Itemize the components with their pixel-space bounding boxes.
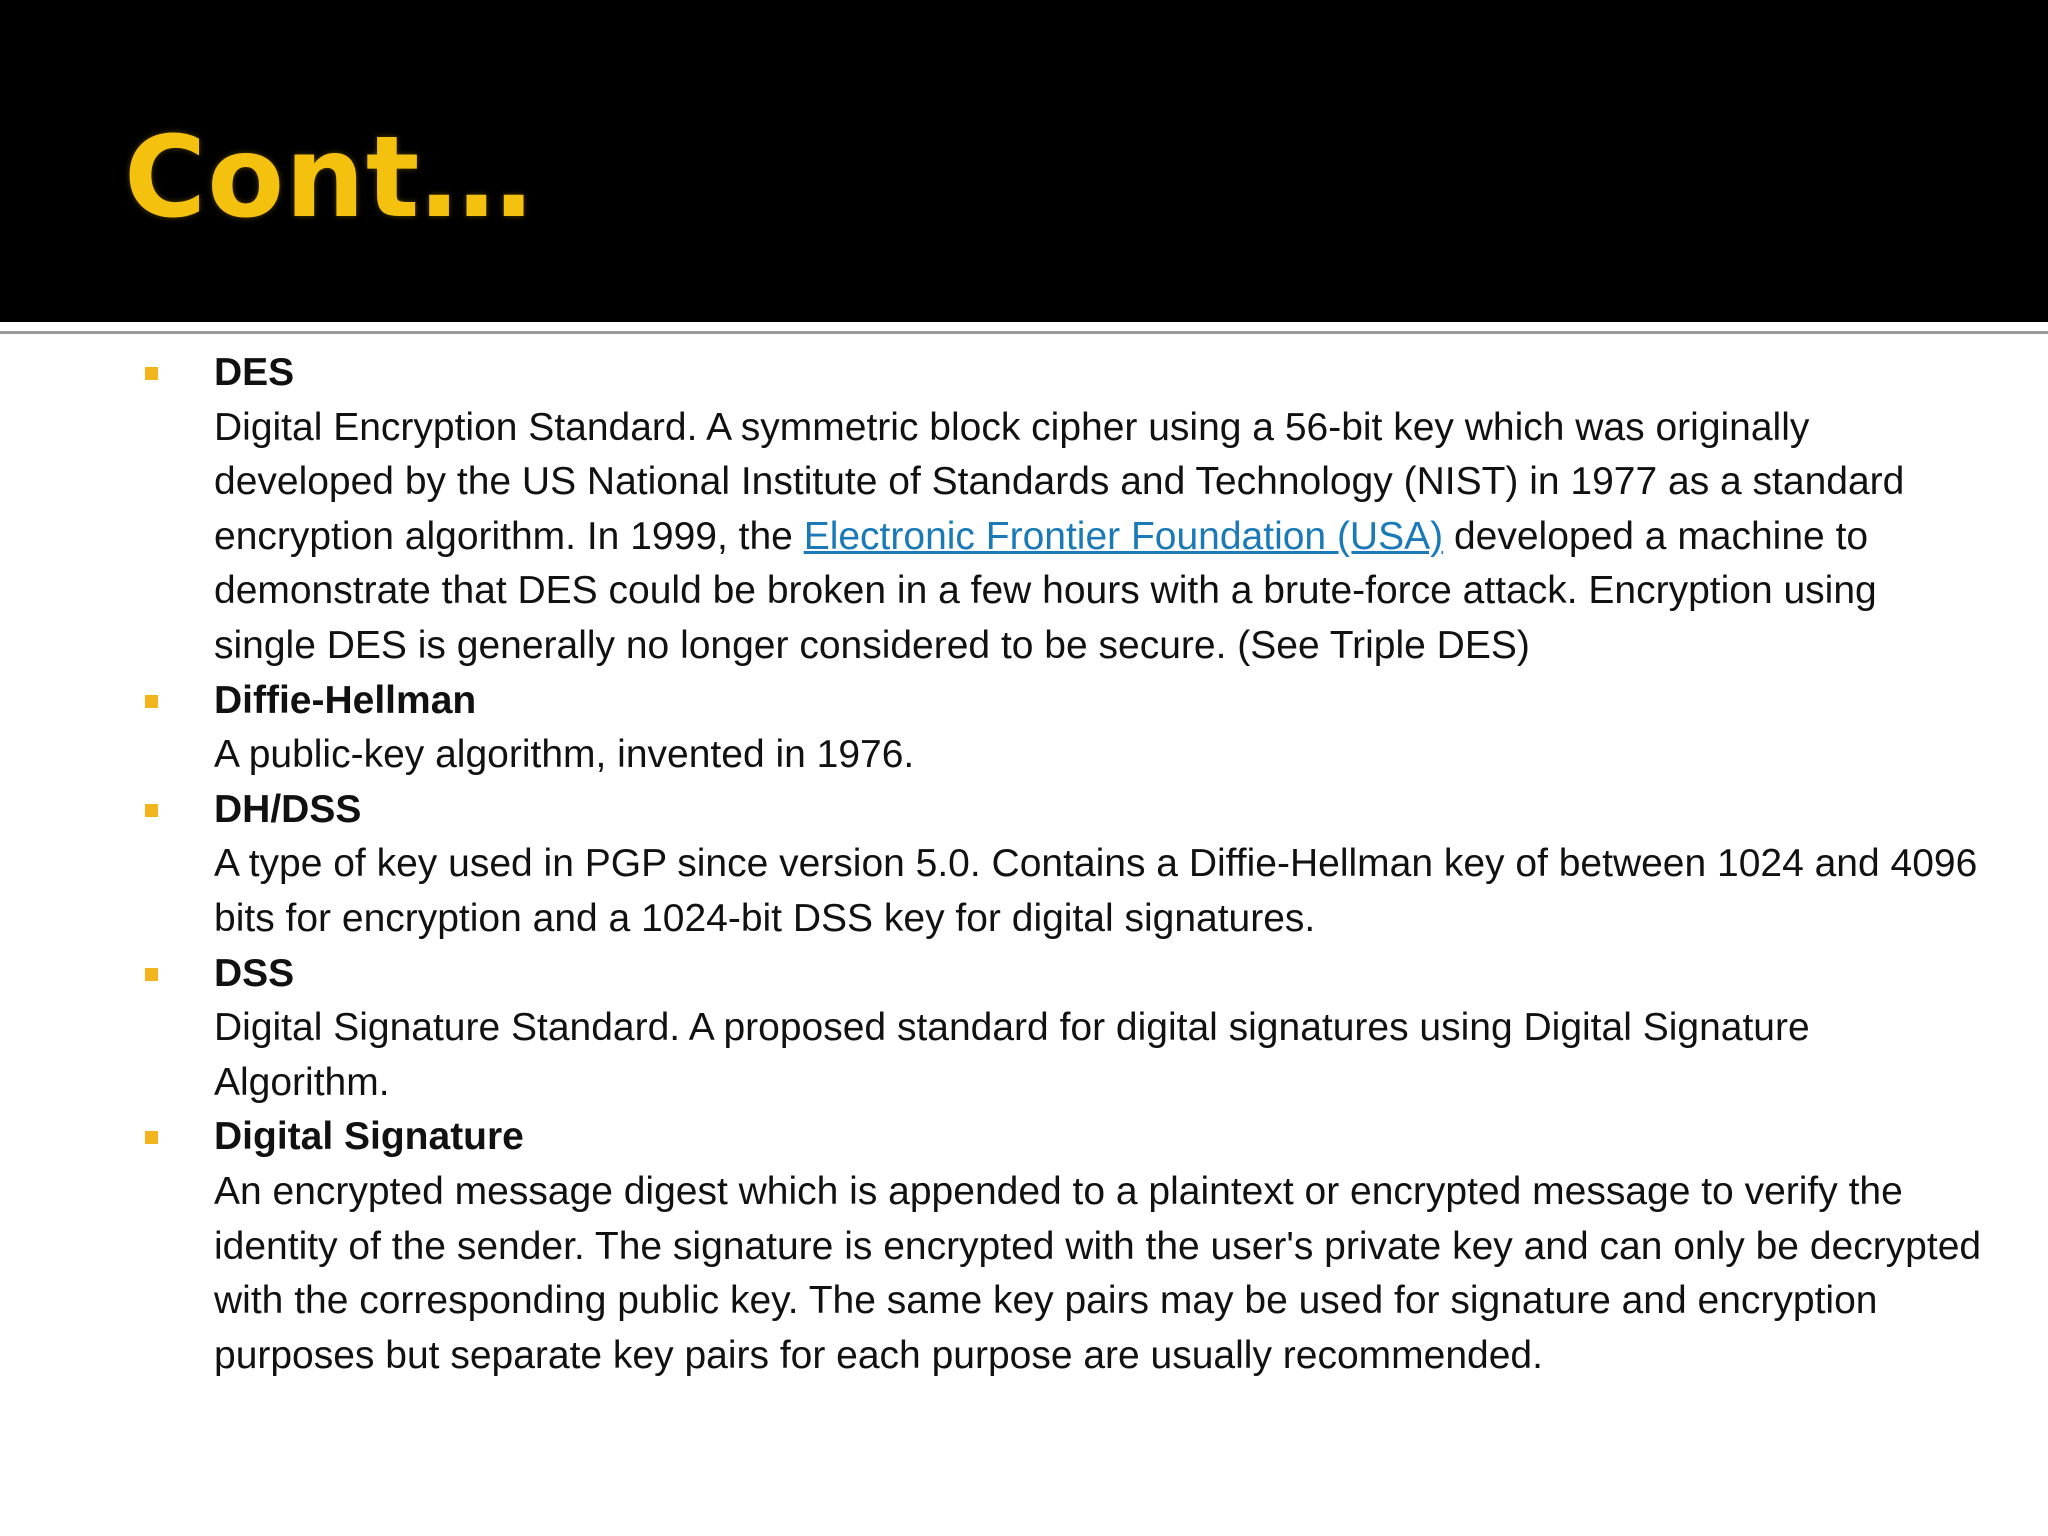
eff-link[interactable]: Electronic Frontier Foundation (USA) [803, 514, 1444, 558]
square-bullet-icon [145, 804, 158, 817]
definition-text: developed a machine to demonstrate that DES could be broken in a few hours with a brute-force attack. Encryption using single DES is generally no longer considered to be secure. (See Triple DES) [214, 514, 1877, 667]
square-bullet-icon [145, 695, 158, 708]
term-definition: An encrypted message digest which is appended to a plaintext or encrypted message to verify the identity of the sender. The signature is encrypted with the user's private key and can only be decrypted with the corresponding public key. The same key pairs may be used for signature and encryption purposes but separate key pairs for each purpose are usually recommended. [214, 1169, 1982, 1377]
term-definition: A public-key algorithm, invented in 1976. [214, 733, 915, 777]
title-divider-white [0, 322, 2048, 328]
term-heading: DH/DSS [214, 787, 362, 831]
term-heading: DSS [214, 951, 295, 995]
term-definition [214, 401, 1988, 674]
list-item-des [0, 346, 2048, 674]
term-definition: A type of key used in PGP since version 5.0. Contains a Diffie-Hellman key of between 1024 and 4096 bits for encryption and a 1024-bit DSS key for digital signatures. [214, 842, 1978, 940]
slide-title: Cont… [124, 113, 534, 243]
term-definition: Digital Signature Standard. A proposed standard for digital signatures using Digital Signature Algorithm. [214, 1006, 1810, 1104]
square-bullet-icon [145, 367, 158, 380]
term-heading: Diffie-Hellman [214, 678, 477, 722]
term-heading: DES [214, 351, 295, 394]
content-area [0, 346, 2048, 1383]
term-list [0, 346, 2048, 1383]
definition-text: Digital Encryption Standard. A symmetric block cipher using a 56-bit key which was originally developed by the US National Institute of Standards and Technology (NIST) in 1977 as a standard encryption algorithm. In 1999, the [214, 405, 1905, 558]
square-bullet-icon [145, 968, 158, 981]
list-item-dh-dss [0, 783, 2048, 947]
term-heading: Digital Signature [214, 1115, 524, 1159]
square-bullet-icon [145, 1131, 158, 1144]
title-bar [0, 0, 2048, 322]
list-item-diffie-hellman [0, 674, 2048, 783]
title-divider-gray [0, 331, 2048, 334]
list-item-dss [0, 947, 2048, 1111]
list-item-digital-signature [0, 1110, 2048, 1383]
